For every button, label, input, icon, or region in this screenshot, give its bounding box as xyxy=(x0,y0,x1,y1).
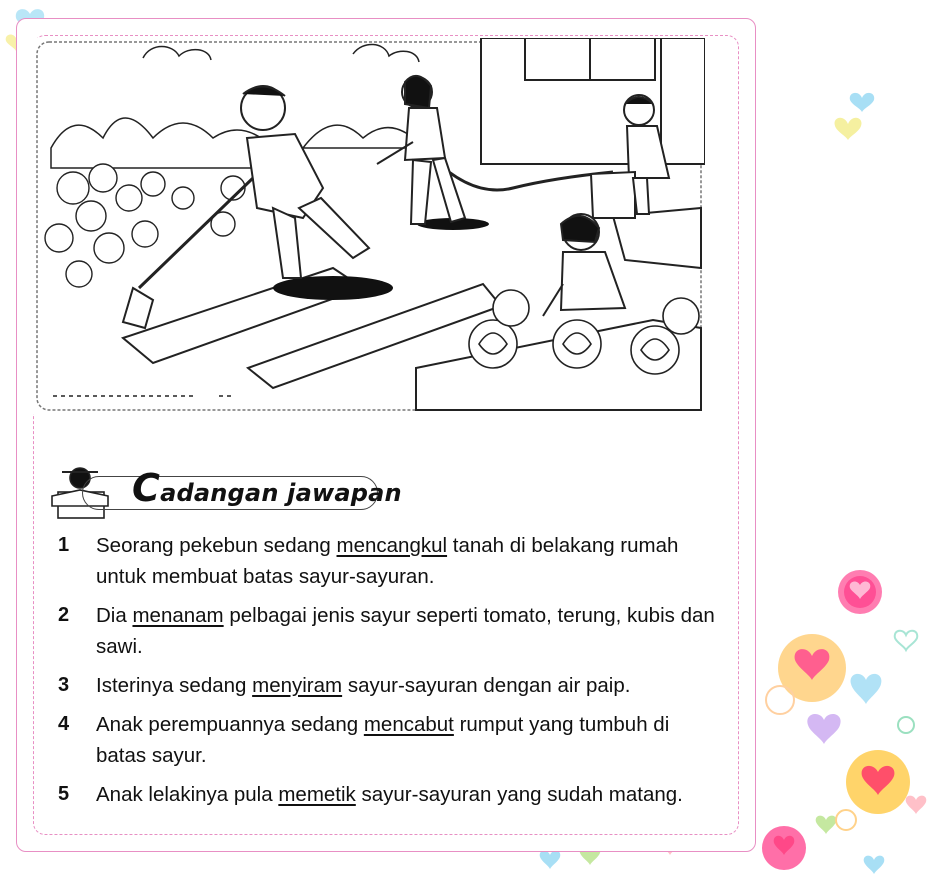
answer-keyword: memetik xyxy=(278,783,356,806)
answer-keyword: mencabut xyxy=(363,713,454,736)
answer-number: 5 xyxy=(58,783,70,805)
answer-text: Isterinya sedang menyiram sayur-sayuran dengan air paip. xyxy=(96,674,631,697)
answer-list xyxy=(58,530,718,818)
answer-item xyxy=(58,779,718,810)
hearts-decoration-right xyxy=(756,80,938,885)
answer-number: 2 xyxy=(58,604,70,626)
answer-text: Anak perempuannya sedang mencabut rumput yang tumbuh di batas sayur. xyxy=(96,713,670,767)
answer-text: Seorang pekebun sedang mencangkul tanah di belakang rumah untuk membuat batas sayur-sayuran. xyxy=(96,534,679,588)
answer-number: 3 xyxy=(58,674,70,696)
answer-item xyxy=(58,670,718,701)
answer-keyword: menanam xyxy=(132,604,224,627)
answer-number: 4 xyxy=(58,713,70,735)
section-title: Cadangan jawapan xyxy=(132,466,402,510)
garden-illustration xyxy=(33,38,705,414)
answer-keyword: menyiram xyxy=(252,674,343,697)
answer-keyword: mencangkul xyxy=(336,534,448,557)
answer-text: Dia menanam pelbagai jenis sayur seperti tomato, terung, kubis dan sawi. xyxy=(96,604,715,658)
answer-item xyxy=(58,709,718,771)
answer-number: 1 xyxy=(58,534,70,556)
answer-item xyxy=(58,600,718,662)
answer-text: Anak lelakinya pula memetik sayur-sayuran yang sudah matang. xyxy=(96,783,683,806)
answer-item xyxy=(58,530,718,592)
